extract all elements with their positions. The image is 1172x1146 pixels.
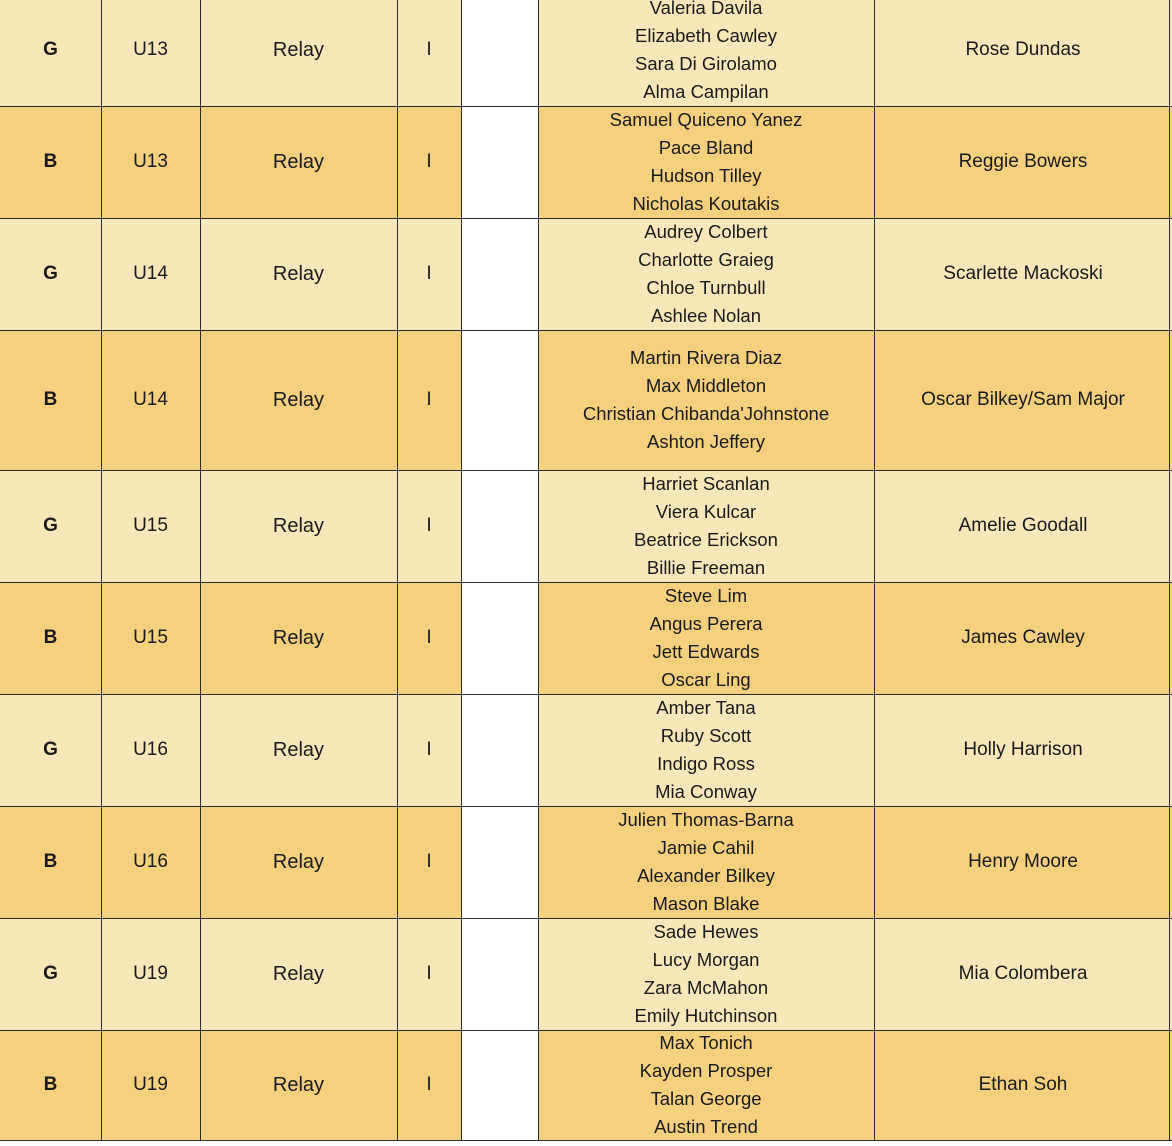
table-row [0, 470, 1172, 582]
column-divider [874, 0, 875, 1140]
row-divider [0, 330, 1172, 331]
column-divider [397, 0, 398, 1140]
team-members-cell [538, 0, 874, 106]
gender-cell: B [43, 1074, 58, 1095]
coach-cell: Holly Harrison [963, 739, 1083, 760]
column-divider [101, 0, 102, 1140]
team-member-name: Valeria Davila [649, 0, 763, 18]
gender-cell: B [43, 389, 58, 410]
row-divider [0, 470, 1172, 471]
team-member-name: Mason Blake [652, 893, 760, 914]
team-member-name: Viera Kulcar [655, 501, 757, 522]
table-row [0, 330, 1172, 470]
team-member-name: Charlotte Graieg [638, 249, 774, 270]
heat-cell: I [426, 851, 432, 872]
team-member-name: Sara Di Girolamo [635, 53, 777, 74]
team-member-name: Lucy Morgan [652, 949, 760, 970]
heat-cell: I [426, 1074, 432, 1095]
team-member-name: Beatrice Erickson [634, 529, 778, 550]
blank-cell [461, 330, 538, 470]
team-member-name: Ashlee Nolan [650, 305, 762, 326]
row-divider [0, 218, 1172, 219]
blank-cell [461, 806, 538, 918]
team-member-name: Billie Freeman [646, 557, 766, 578]
event-cell: Relay [272, 38, 325, 61]
table-row [0, 694, 1172, 806]
event-cell: Relay [272, 514, 325, 537]
team-members-cell [538, 218, 874, 330]
team-member-name: Audrey Colbert [644, 221, 768, 242]
coach-cell: Henry Moore [968, 851, 1078, 872]
age-group-cell: U19 [133, 963, 168, 984]
heat-cell: I [426, 151, 432, 172]
blank-cell [461, 918, 538, 1030]
column-divider [1169, 0, 1170, 1140]
row-divider [0, 918, 1172, 919]
age-group-cell: U13 [133, 39, 168, 60]
column-divider [200, 0, 201, 1140]
team-member-name: Angus Perera [649, 613, 763, 634]
gender-cell: G [43, 263, 58, 284]
gender-cell: B [43, 627, 58, 648]
team-member-name: Jamie Cahil [657, 837, 755, 858]
team-member-name: Nicholas Koutakis [632, 193, 780, 214]
coach-cell: Scarlette Mackoski [943, 263, 1103, 284]
team-member-name: Max Tonich [659, 1032, 753, 1053]
team-member-name: Ruby Scott [660, 725, 752, 746]
event-cell: Relay [272, 738, 325, 761]
blank-cell [461, 218, 538, 330]
row-divider [0, 694, 1172, 695]
blank-cell [461, 694, 538, 806]
team-member-name: Max Middleton [645, 375, 767, 396]
team-member-name: Harriet Scanlan [642, 473, 770, 494]
heat-cell: I [426, 39, 432, 60]
row-divider [0, 1140, 1172, 1141]
table-row [0, 582, 1172, 694]
row-divider [0, 106, 1172, 107]
team-member-name: Mia Conway [655, 781, 757, 802]
row-divider [0, 582, 1172, 583]
team-member-name: Austin Trend [654, 1116, 758, 1137]
team-member-name: Oscar Ling [661, 669, 751, 690]
team-members-cell [538, 806, 874, 918]
coach-cell: Mia Colombera [958, 963, 1088, 984]
event-cell: Relay [272, 850, 325, 873]
team-member-name: Alexander Bilkey [637, 865, 775, 886]
team-members-cell [538, 582, 874, 694]
team-members-cell [538, 470, 874, 582]
team-member-name: Indigo Ross [657, 753, 755, 774]
column-divider [461, 0, 462, 1140]
coach-cell: Oscar Bilkey/Sam Major [921, 389, 1125, 410]
age-group-cell: U16 [133, 739, 168, 760]
heat-cell: I [426, 515, 432, 536]
heat-cell: I [426, 263, 432, 284]
table-row [0, 106, 1172, 218]
age-group-cell: U13 [133, 151, 168, 172]
event-cell: Relay [272, 626, 325, 649]
gender-cell: G [43, 963, 58, 984]
team-member-name: Steve Lim [664, 585, 748, 606]
heat-cell: I [426, 389, 432, 410]
team-member-name: Alma Campilan [643, 81, 769, 102]
event-cell: Relay [272, 1073, 325, 1096]
team-member-name: Julien Thomas-Barna [618, 809, 794, 830]
age-group-cell: U14 [133, 389, 168, 410]
coach-cell: James Cawley [961, 627, 1085, 648]
team-member-name: Samuel Quiceno Yanez [609, 109, 803, 130]
team-member-name: Ashton Jeffery [647, 431, 765, 452]
coach-cell: Ethan Soh [978, 1074, 1068, 1095]
column-divider [538, 0, 539, 1140]
table-row [0, 218, 1172, 330]
team-members-cell [538, 1030, 874, 1140]
coach-cell: Reggie Bowers [958, 151, 1088, 172]
blank-cell [461, 1030, 538, 1140]
gender-cell: G [43, 739, 58, 760]
age-group-cell: U15 [133, 515, 168, 536]
team-members-cell [538, 694, 874, 806]
row-divider [0, 1030, 1172, 1031]
event-cell: Relay [272, 262, 325, 285]
team-member-name: Chloe Turnbull [646, 277, 766, 298]
table-row [0, 1030, 1172, 1140]
event-cell: Relay [272, 150, 325, 173]
table-row [0, 0, 1172, 106]
blank-cell [461, 582, 538, 694]
team-member-name: Sade Hewes [653, 921, 759, 942]
table-row [0, 918, 1172, 1030]
team-member-name: Amber Tana [656, 697, 756, 718]
heat-cell: I [426, 627, 432, 648]
age-group-cell: U14 [133, 263, 168, 284]
team-members-cell [538, 918, 874, 1030]
gender-cell: G [43, 39, 58, 60]
team-member-name: Elizabeth Cawley [635, 25, 777, 46]
age-group-cell: U15 [133, 627, 168, 648]
coach-cell: Rose Dundas [965, 39, 1081, 60]
team-members-cell [538, 106, 874, 218]
team-member-name: Martin Rivera Diaz [629, 347, 783, 368]
event-cell: Relay [272, 962, 325, 985]
team-member-name: Zara McMahon [643, 977, 769, 998]
age-group-cell: U16 [133, 851, 168, 872]
row-divider [0, 806, 1172, 807]
blank-cell [461, 470, 538, 582]
team-member-name: Jett Edwards [652, 641, 760, 662]
gender-cell: B [43, 851, 58, 872]
team-member-name: Pace Bland [658, 137, 754, 158]
gender-cell: G [43, 515, 58, 536]
gender-cell: B [43, 151, 58, 172]
blank-cell [461, 106, 538, 218]
team-member-name: Hudson Tilley [650, 165, 762, 186]
coach-cell: Amelie Goodall [958, 515, 1088, 536]
table-row [0, 806, 1172, 918]
heat-cell: I [426, 963, 432, 984]
team-members-cell [538, 330, 874, 470]
team-member-name: Christian Chibanda'Johnstone [582, 403, 830, 424]
event-cell: Relay [272, 388, 325, 411]
age-group-cell: U19 [133, 1074, 168, 1095]
team-member-name: Emily Hutchinson [634, 1005, 778, 1026]
heat-cell: I [426, 739, 432, 760]
blank-cell [461, 0, 538, 106]
team-member-name: Kayden Prosper [639, 1060, 773, 1081]
team-member-name: Talan George [650, 1088, 762, 1109]
